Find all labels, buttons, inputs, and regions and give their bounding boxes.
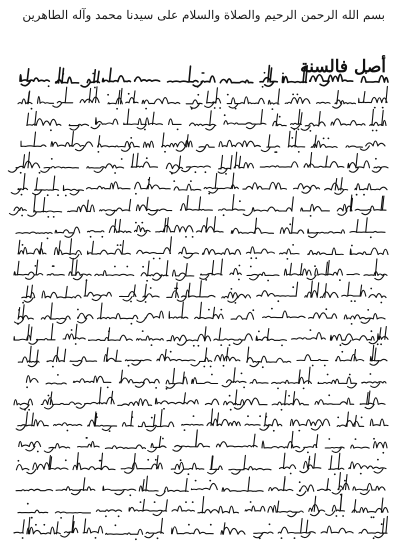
handwritten-line [19, 430, 387, 454]
ink-dot [115, 524, 117, 526]
ink-dot [140, 501, 142, 503]
ink-dot [231, 288, 233, 290]
handwritten-line [10, 195, 387, 218]
ink-dot [109, 430, 111, 432]
ink-dot [192, 236, 194, 238]
ink-dot [154, 501, 156, 503]
ink-dot [220, 309, 222, 311]
ink-dot [351, 300, 353, 302]
ink-dot [281, 409, 283, 411]
ink-dot [135, 222, 137, 224]
ink-dot [292, 244, 294, 246]
ink-dot [220, 344, 222, 346]
ink-dot [197, 94, 199, 96]
ink-dot [291, 137, 293, 139]
ink-dot [90, 236, 92, 238]
script-strokes [21, 131, 385, 152]
ink-dot [225, 173, 227, 175]
ink-dot [288, 395, 290, 397]
handwritten-line [14, 516, 387, 540]
ink-dot [192, 501, 194, 503]
ink-dot [310, 215, 312, 217]
ink-dot [328, 394, 330, 396]
ink-dot [227, 94, 229, 96]
handwritten-line [11, 173, 387, 196]
ink-dot [382, 452, 384, 454]
ink-dot [382, 107, 384, 109]
ink-dot [380, 302, 382, 304]
ink-dot [105, 515, 107, 517]
ink-dot [349, 374, 351, 376]
ink-dot [142, 266, 144, 268]
handwritten-line [27, 109, 386, 132]
ink-dot [188, 473, 190, 475]
ink-dot [370, 373, 372, 375]
ink-dot [157, 537, 159, 539]
ink-dot [312, 365, 314, 367]
ink-dot [150, 287, 152, 289]
ink-dot [238, 279, 240, 281]
ink-dot [235, 302, 237, 304]
ink-dot [258, 331, 260, 333]
ink-dot [26, 386, 28, 388]
ink-dot [214, 107, 216, 109]
ink-dot [31, 517, 33, 519]
ink-dot [162, 438, 164, 440]
ink-dot [65, 459, 67, 461]
handwritten-line [15, 302, 386, 325]
script-strokes [10, 195, 387, 217]
ink-dot [267, 280, 269, 282]
script-strokes [18, 86, 387, 108]
ink-dot [208, 193, 210, 195]
ink-dot [224, 114, 226, 116]
ink-dot [22, 302, 24, 304]
ink-dot [22, 537, 24, 539]
script-strokes [16, 453, 386, 475]
ink-dot [269, 523, 271, 525]
ink-dot [52, 366, 54, 368]
ink-dot [120, 244, 122, 246]
ink-dot [155, 387, 157, 389]
ink-dot [299, 481, 301, 483]
ink-dot [209, 480, 211, 482]
ink-dot [35, 524, 37, 526]
ink-dot [367, 309, 369, 311]
ink-dot [131, 323, 133, 325]
ink-dot [60, 517, 62, 519]
ink-dot [144, 129, 146, 131]
ink-dot [126, 266, 128, 268]
script-strokes [19, 430, 387, 453]
ink-dot [377, 459, 379, 461]
ink-dot [351, 323, 353, 325]
ink-dot [307, 452, 309, 454]
ink-dot [193, 415, 195, 417]
ink-dot [294, 537, 296, 539]
ink-dot [239, 200, 241, 202]
ink-dot [114, 172, 116, 174]
ink-dot [95, 537, 97, 539]
ink-dot [184, 429, 186, 431]
ink-dot [151, 417, 153, 419]
ink-dot [190, 180, 192, 182]
ink-dot [303, 388, 305, 390]
script-strokes [14, 516, 387, 538]
ink-dot [342, 515, 344, 517]
ink-dot [279, 116, 281, 118]
ink-dot [185, 236, 187, 238]
script-strokes [22, 280, 386, 303]
script-strokes [14, 387, 385, 409]
ink-dot [344, 480, 346, 482]
handwritten-line [21, 131, 385, 153]
handwritten-line [16, 217, 385, 240]
ink-dot [374, 107, 376, 109]
handwritten-line [16, 409, 388, 432]
ink-dot [250, 266, 252, 268]
handwritten-line [16, 473, 385, 497]
ink-dot [51, 158, 53, 160]
ink-dot [243, 387, 245, 389]
ink-dot [262, 86, 264, 88]
ink-dot [47, 238, 49, 240]
ink-dot [101, 236, 103, 238]
ink-dot [147, 459, 149, 461]
manuscript-heading: بسم الله الرحمن الرحيم والصلاة والسلام على سيدنا محمد وآله الطاهرين [22, 8, 385, 22]
script-strokes [26, 367, 386, 388]
ink-dot [21, 215, 23, 217]
ink-dot [262, 366, 264, 368]
handwritten-line [14, 387, 385, 410]
ink-dot [252, 309, 254, 311]
ink-dot [229, 395, 231, 397]
ink-dot [371, 516, 373, 518]
ink-dot [39, 172, 41, 174]
ink-dot [310, 329, 312, 331]
ink-dot [375, 158, 377, 160]
ink-dot [48, 395, 50, 397]
ink-dot [114, 266, 116, 268]
ink-dot [130, 301, 132, 303]
ink-dot [130, 137, 132, 139]
ink-dot [259, 415, 261, 417]
ink-dot [99, 460, 101, 462]
ink-dot [298, 430, 300, 432]
ink-dot [27, 503, 29, 505]
ink-dot [354, 300, 356, 302]
ink-dot [380, 343, 382, 345]
ink-dot [272, 108, 274, 110]
ink-dot [198, 345, 200, 347]
ink-dot [193, 345, 195, 347]
ink-dot [65, 195, 67, 197]
ink-dot [208, 309, 210, 311]
ink-dot [163, 408, 165, 410]
ink-dot [180, 459, 182, 461]
handwritten-line [18, 237, 388, 260]
ink-dot [271, 308, 273, 310]
handwritten-line [22, 280, 386, 304]
ink-dot [282, 73, 284, 75]
ink-dot [188, 524, 190, 526]
ink-dot [31, 108, 33, 110]
ink-dot [195, 171, 197, 173]
handwritten-line [18, 86, 387, 110]
script-strokes [18, 345, 387, 366]
ink-dot [264, 72, 266, 74]
ink-dot [229, 344, 231, 346]
ink-dot [247, 415, 249, 417]
ink-dot [210, 524, 212, 526]
ink-dot [250, 501, 252, 503]
ink-dot [381, 523, 383, 525]
ink-dot [128, 93, 130, 95]
ink-dot [290, 473, 292, 475]
ink-dot [281, 537, 283, 539]
handwritten-line [26, 367, 386, 389]
ink-dot [129, 494, 131, 496]
ink-dot [203, 366, 205, 368]
ink-dot [325, 308, 327, 310]
ink-dot [255, 257, 257, 259]
ink-dot [239, 265, 241, 267]
ink-dot [377, 343, 379, 345]
ink-dot [327, 374, 329, 376]
script-strokes [11, 173, 387, 195]
ink-dot [146, 280, 148, 282]
ink-dot [373, 516, 375, 518]
ink-dot [195, 480, 197, 482]
ink-dot [371, 330, 373, 332]
ink-dot [250, 257, 252, 259]
ink-dot [98, 151, 100, 153]
ink-dot [47, 216, 49, 218]
ink-dot [230, 409, 232, 411]
ink-dot [356, 194, 358, 196]
ink-dot [86, 437, 88, 439]
ink-dot [273, 430, 275, 432]
ink-dot [277, 388, 279, 390]
script-strokes [14, 324, 388, 346]
ink-dot [235, 108, 237, 110]
script-strokes [27, 109, 386, 130]
ink-dot [292, 94, 294, 96]
script-strokes [15, 302, 386, 323]
ink-dot [223, 365, 225, 367]
ink-dot [211, 374, 213, 376]
ink-dot [223, 214, 225, 216]
ink-dot [219, 107, 221, 109]
ink-dot [173, 180, 175, 182]
ink-dot [361, 417, 363, 419]
ink-dot [341, 351, 343, 353]
ink-dot [35, 265, 37, 267]
script-strokes [18, 237, 388, 259]
ink-dot [116, 108, 118, 110]
ink-dot [71, 329, 73, 331]
handwritten-line [18, 345, 387, 368]
ink-dot [328, 438, 330, 440]
opening-words: أصل فالسنة [300, 57, 386, 77]
ink-dot [289, 223, 291, 225]
script-strokes [14, 258, 387, 280]
ink-dot [146, 157, 148, 159]
ink-dot [48, 85, 50, 87]
ink-dot [20, 172, 22, 174]
ink-dot [310, 130, 312, 132]
handwritten-line [8, 152, 388, 175]
ink-dot [153, 258, 155, 260]
ink-dot [281, 345, 283, 347]
script-strokes [16, 409, 388, 431]
script-strokes [8, 152, 388, 173]
ink-dot [210, 366, 212, 368]
ink-dot [22, 244, 24, 246]
ink-dot [145, 108, 147, 110]
ink-dot [298, 151, 300, 153]
ink-dot [334, 473, 336, 475]
ink-dot [47, 194, 49, 196]
ink-dot [337, 417, 339, 419]
ink-dot [142, 330, 144, 332]
ink-dot [351, 245, 353, 247]
ink-dot [360, 473, 362, 475]
ink-dot [92, 73, 94, 75]
ink-dot [18, 460, 20, 462]
ink-dot [107, 387, 109, 389]
ink-dot [287, 258, 289, 260]
handwritten-line [16, 453, 386, 475]
ink-dot [363, 194, 365, 196]
ink-dot [298, 129, 300, 131]
ink-dot [205, 171, 207, 173]
ink-dot [277, 300, 279, 302]
handwritten-line [18, 494, 388, 519]
ink-dot [67, 430, 69, 432]
ink-dot [336, 515, 338, 517]
ink-dot [21, 194, 23, 196]
ink-dot [297, 94, 299, 96]
script-strokes [16, 217, 385, 238]
ink-dot [77, 309, 79, 311]
script-strokes [16, 473, 385, 496]
ink-dot [53, 216, 55, 218]
ink-dot [292, 286, 294, 288]
ink-dot [159, 258, 161, 260]
ink-dot [276, 151, 278, 153]
ink-dot [151, 344, 153, 346]
ink-dot [339, 279, 341, 281]
ink-dot [164, 151, 166, 153]
ink-dot [241, 373, 243, 375]
ink-dot [57, 194, 59, 196]
ink-dot [57, 374, 59, 376]
ink-dot [53, 265, 55, 267]
ink-dot [373, 537, 375, 539]
ink-dot [177, 129, 179, 131]
ink-dot [135, 538, 137, 540]
handwritten-line [14, 324, 388, 347]
ink-dot [141, 222, 143, 224]
ink-dot [174, 288, 176, 290]
ink-dot [128, 365, 130, 367]
ink-dot [328, 138, 330, 140]
ink-dot [28, 409, 30, 411]
ink-dot [43, 524, 45, 526]
ink-dot [166, 388, 168, 390]
ink-dot [376, 130, 378, 132]
ink-dot [145, 301, 147, 303]
ink-dot [372, 130, 374, 132]
ink-dot [50, 129, 52, 131]
ink-dot [355, 438, 357, 440]
handwritten-line [14, 258, 387, 281]
ink-dot [203, 72, 205, 74]
ink-dot [117, 244, 119, 246]
ink-dot [37, 451, 39, 453]
ink-dot [75, 343, 77, 345]
ink-dot [118, 515, 120, 517]
ink-dot [94, 87, 96, 89]
ink-dot [135, 193, 137, 195]
ink-dot [185, 501, 187, 503]
ink-dot [314, 265, 316, 267]
ink-dot [121, 158, 123, 160]
ink-dot [373, 438, 375, 440]
ink-dot [155, 459, 157, 461]
ink-dot [340, 344, 342, 346]
ink-dot [324, 365, 326, 367]
ink-dot [170, 351, 172, 353]
ink-dot [323, 138, 325, 140]
ink-dot [370, 288, 372, 290]
script-strokes [18, 494, 388, 517]
ink-dot [370, 236, 372, 238]
ink-dot [107, 94, 109, 96]
